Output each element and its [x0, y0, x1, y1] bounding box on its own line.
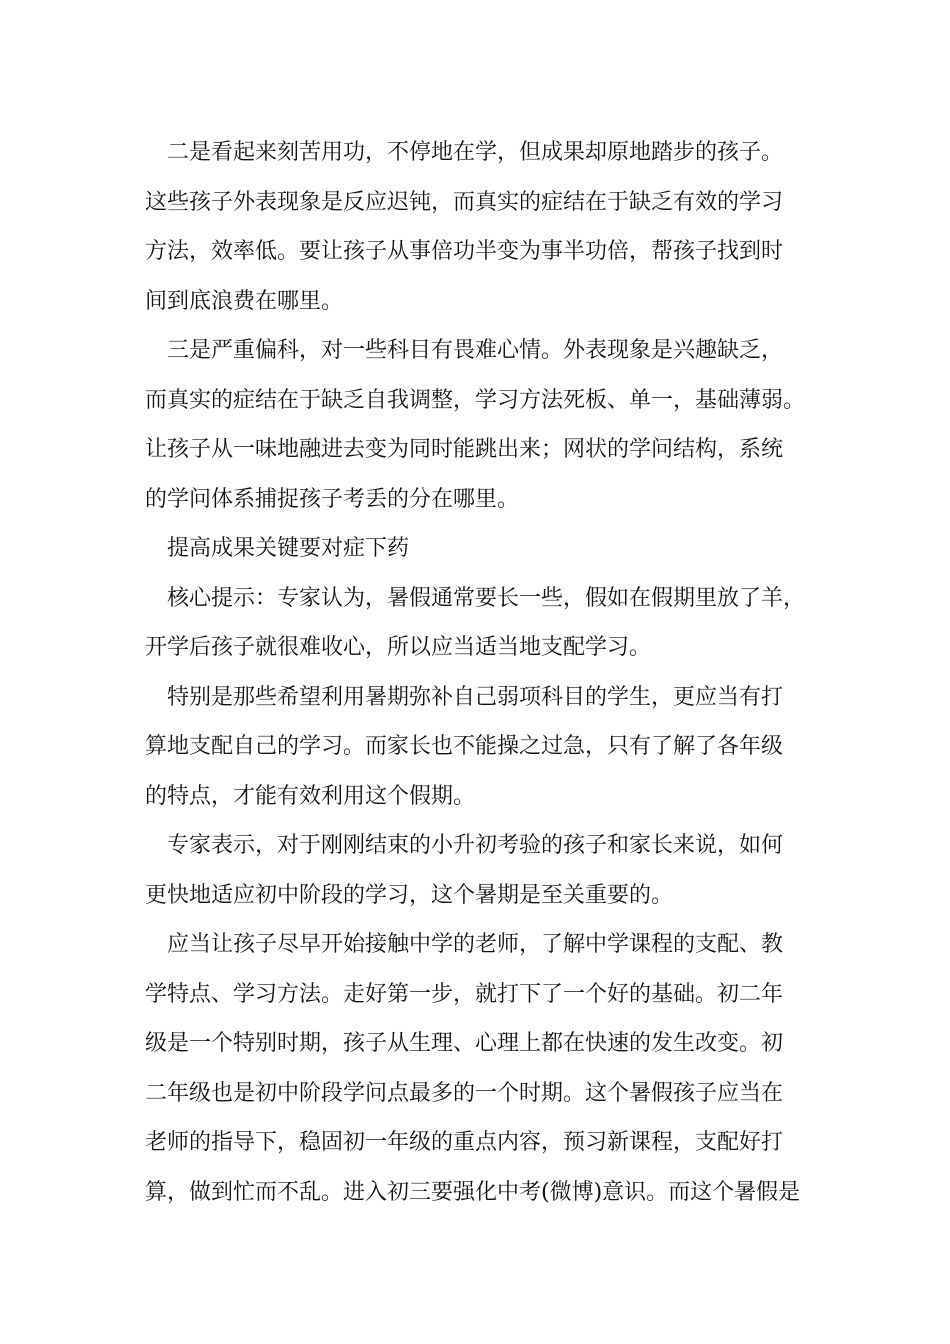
text-line: 专家表示，对于刚刚结束的小升初考验的孩子和家长来说，如何 [167, 833, 784, 858]
text-line: 让孩子从一味地融进去变为同时能跳出来；网状的学问结构，系统 [145, 437, 784, 462]
text-line: 算，做到忙而不乱。进入初三要强化中考(微博)意识。而这个暑假是 [145, 1179, 801, 1205]
text-line: 的学问体系捕捉孩子考丢的分在哪里。 [145, 486, 520, 512]
text-line: 这些孩子外表现象是反应迟钝，而真实的症结在于缺乏有效的学习 [145, 189, 784, 215]
text-line: 特别是那些希望利用暑期弥补自己弱项科目的学生，更应当有打 [167, 684, 784, 710]
text-line: 应当让孩子尽早开始接触中学的老师，了解中学课程的支配、教 [167, 932, 784, 957]
text-line: 而真实的症结在于缺乏自我调整，学习方法死板、单一，基础薄弱。 [145, 387, 806, 413]
section-heading: 提高成果关键要对症下药 [167, 536, 410, 561]
text-line: 老师的指导下，稳固初一年级的重点内容，预习新课程，支配好打 [145, 1130, 784, 1155]
text-line: 核心提示：专家认为，暑假通常要长一些，假如在假期里放了羊， [167, 585, 806, 611]
text-line: 级是一个特别时期，孩子从生理、心理上都在快速的发生改变。初 [145, 1031, 784, 1056]
text-line: 开学后孩子就很难收心，所以应当适当地支配学习。 [145, 635, 652, 660]
text-line: 二年级也是初中阶段学问点最多的一个时期。这个暑假孩子应当在 [145, 1080, 784, 1106]
text-line: 更快地适应初中阶段的学习，这个暑期是至关重要的。 [145, 882, 674, 908]
text-line: 间到底浪费在哪里。 [145, 288, 344, 314]
text-line: 的特点，才能有效利用这个假期。 [145, 783, 476, 809]
text-line: 三是严重偏科，对一些科目有畏难心情。外表现象是兴趣缺乏， [167, 338, 784, 363]
text-line: 学特点、学习方法。走好第一步，就打下了一个好的基础。初二年 [145, 981, 784, 1007]
text-line: 算地支配自己的学习。而家长也不能操之过急，只有了解了各年级 [145, 734, 784, 759]
body-text [145, 128, 825, 1217]
text-line: 二是看起来刻苦用功，不停地在学，但成果却原地踏步的孩子。 [167, 140, 784, 165]
text-line: 方法，效率低。要让孩子从事倍功半变为事半功倍，帮孩子找到时 [145, 239, 784, 264]
